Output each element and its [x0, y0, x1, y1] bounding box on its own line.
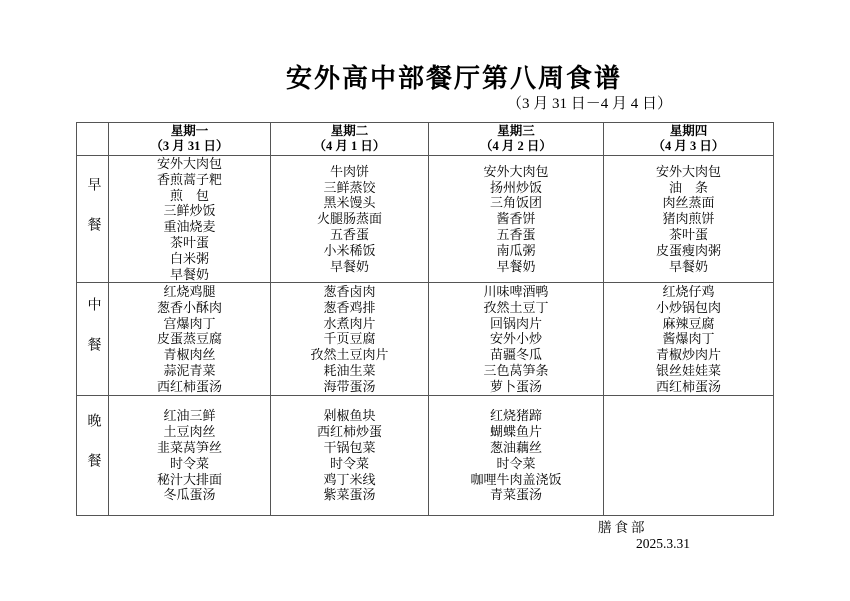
menu-cell-dinner-day3 — [429, 396, 604, 516]
menu-item: 葱香小酥肉 — [156, 299, 222, 315]
menu-item: 香煎蒿子粑 — [156, 171, 222, 187]
day-header-3 — [429, 123, 604, 156]
menu-item: 秘汁大排面 — [156, 471, 222, 487]
menu-item: 银丝娃娃菜 — [655, 363, 721, 379]
menu-cell-dinner-day2 — [271, 396, 429, 516]
menu-item: 安外大肉包 — [483, 163, 549, 179]
day-header-1 — [109, 123, 271, 156]
day-date: （4 月 2 日） — [480, 139, 552, 153]
menu-item: 黑米馒头 — [323, 195, 376, 211]
menu-item: 葱香卤肉 — [323, 284, 376, 300]
menu-cell-breakfast-day2 — [271, 156, 429, 283]
menu-item: 咖哩牛肉盖浇饭 — [470, 471, 562, 487]
menu-item: 西红柿蛋汤 — [655, 378, 721, 394]
menu-item: 青椒炒肉片 — [655, 347, 721, 363]
menu-item: 煎 包 — [169, 187, 209, 203]
day-header-4 — [604, 123, 774, 156]
day-date: （4 月 1 日） — [313, 139, 386, 153]
menu-item: 肉丝蒸面 — [662, 195, 715, 211]
corner-cell — [77, 123, 109, 156]
meal-label: 中餐 — [85, 296, 101, 377]
page-title: 安外高中部餐厅第八周食谱 — [285, 64, 622, 93]
menu-cell-breakfast-day4 — [604, 156, 774, 283]
day-name: 星期二 — [330, 124, 369, 138]
menu-item: 油 条 — [668, 179, 708, 195]
menu-item: 剁椒鱼块 — [323, 408, 376, 424]
meal-label: 晚餐 — [85, 413, 101, 494]
menu-item: 水煮肉片 — [323, 315, 376, 331]
meal-row-dinner — [77, 396, 774, 516]
menu-item: 西红柿蛋汤 — [156, 378, 222, 394]
menu-item: 时令菜 — [329, 455, 369, 471]
menu-item: 红烧鸡腿 — [163, 284, 216, 300]
menu-item: 时令菜 — [496, 455, 536, 471]
meal-label-cell — [77, 396, 109, 516]
menu-item: 三角饭团 — [489, 195, 542, 211]
menu-item: 时令菜 — [169, 455, 209, 471]
menu-item: 鸡丁米线 — [323, 471, 376, 487]
menu-item: 牛肉饼 — [329, 163, 369, 179]
menu-item: 青菜蛋汤 — [489, 487, 542, 503]
menu-item: 酱爆肉丁 — [662, 331, 715, 347]
menu-item: 早餐奶 — [496, 258, 536, 274]
menu-item: 葱香鸡排 — [323, 299, 376, 315]
menu-item: 萝卜蛋汤 — [489, 378, 542, 394]
menu-item: 川味啤酒鸭 — [483, 284, 549, 300]
menu-item: 火腿肠蒸面 — [316, 211, 382, 227]
menu-item: 扬州炒饭 — [489, 179, 542, 195]
meal-label-cell — [77, 283, 109, 396]
menu-item: 猪肉煎饼 — [662, 211, 715, 227]
day-name: 星期三 — [497, 124, 535, 138]
day-name: 星期四 — [669, 124, 708, 138]
footer-date: 2025.3.31 — [636, 536, 690, 551]
menu-item: 安外小炒 — [489, 331, 542, 347]
menu-item: 干锅包菜 — [323, 440, 376, 456]
menu-item: 紫菜蛋汤 — [323, 487, 376, 503]
menu-item: 土豆肉丝 — [163, 424, 216, 440]
menu-item: 耗油生菜 — [323, 363, 376, 379]
menu-item: 宫爆肉丁 — [163, 315, 216, 331]
menu-table-body — [77, 123, 774, 516]
meal-label: 早餐 — [85, 176, 101, 257]
menu-item: 蒜泥青菜 — [163, 363, 216, 379]
meal-label-cell — [77, 156, 109, 283]
menu-item: 五香蛋 — [496, 227, 536, 243]
menu-item: 茶叶蛋 — [169, 234, 209, 250]
menu-item: 白米粥 — [169, 250, 209, 266]
menu-cell-lunch-day4 — [604, 283, 774, 396]
menu-item: 红烧仔鸡 — [662, 284, 715, 300]
menu-item: 三鲜蒸饺 — [323, 179, 376, 195]
meal-row-lunch — [77, 283, 774, 396]
menu-cell-dinner-day1 — [109, 396, 271, 516]
menu-item: 韭菜莴笋丝 — [156, 440, 222, 456]
menu-item: 青椒肉丝 — [163, 347, 216, 363]
menu-item: 三色莴笋条 — [483, 363, 549, 379]
menu-item: 五香蛋 — [329, 227, 369, 243]
menu-item: 小米稀饭 — [323, 242, 376, 258]
menu-cell-lunch-day3 — [429, 283, 604, 396]
menu-item: 小炒锅包肉 — [655, 299, 721, 315]
menu-item: 三鲜炒饭 — [163, 203, 216, 219]
menu-item: 葱油藕丝 — [489, 440, 542, 456]
footer-department: 膳食部 — [598, 520, 648, 535]
menu-item: 早餐奶 — [169, 266, 209, 282]
menu-item: 千页豆腐 — [323, 331, 376, 347]
menu-item: 冬瓜蛋汤 — [163, 487, 216, 503]
menu-item: 麻辣豆腐 — [662, 315, 715, 331]
menu-item: 回锅肉片 — [489, 315, 542, 331]
menu-cell-breakfast-day3 — [429, 156, 604, 283]
menu-item: 西红柿炒蛋 — [316, 424, 382, 440]
day-date: （3 月 31 日） — [150, 139, 229, 153]
menu-table — [76, 122, 774, 516]
menu-item: 皮蛋瘦肉粥 — [655, 242, 721, 258]
menu-item: 安外大肉包 — [655, 163, 721, 179]
menu-item: 红烧猪蹄 — [489, 408, 542, 424]
meal-row-breakfast — [77, 156, 774, 283]
menu-cell-lunch-day1 — [109, 283, 271, 396]
menu-cell-lunch-day2 — [271, 283, 429, 396]
menu-item: 蝴蝶鱼片 — [489, 424, 542, 440]
date-range-subtitle: （3 月 31 日－4 月 4 日） — [506, 96, 672, 112]
menu-item: 早餐奶 — [668, 258, 708, 274]
menu-item: 酱香饼 — [496, 211, 536, 227]
day-name: 星期一 — [170, 124, 209, 138]
menu-item: 早餐奶 — [329, 258, 369, 274]
menu-item: 苗疆冬瓜 — [489, 347, 542, 363]
menu-cell-dinner-day4 — [604, 396, 774, 516]
menu-item: 重油烧麦 — [163, 219, 216, 235]
day-date: （4 月 3 日） — [652, 139, 725, 153]
menu-item: 海带蛋汤 — [323, 378, 376, 394]
menu-item: 皮蛋蒸豆腐 — [156, 331, 222, 347]
menu-item: 南瓜粥 — [496, 242, 536, 258]
menu-item: 安外大肉包 — [156, 156, 222, 171]
menu-item: 红油三鲜 — [163, 408, 216, 424]
menu-item: 孜然土豆丁 — [483, 299, 549, 315]
menu-item: 孜然土豆肉片 — [310, 347, 389, 363]
menu-cell-breakfast-day1 — [109, 156, 271, 283]
menu-item: 茶叶蛋 — [668, 227, 708, 243]
table-header-row — [77, 123, 774, 156]
day-header-2 — [271, 123, 429, 156]
